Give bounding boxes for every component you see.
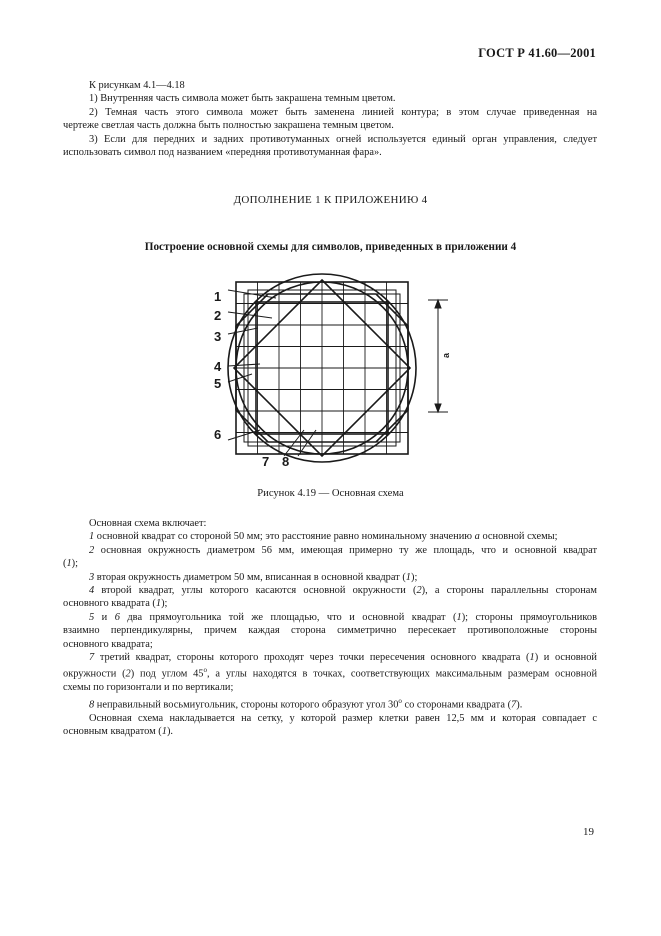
item-2-line-1: 2 основная окружность диаметром 56 мм, имеющая примерно ту же площадь, что и основной квадрат [89,544,597,556]
label-2: 2 [214,308,222,323]
item-5-6-line-1: 5 и 6 два прямоугольника той же площадью, что и основной квадрат (1); стороны прямоугольников [89,611,597,623]
label-3: 3 [214,329,222,344]
item-5-6-line-3: основного квадрата; [63,638,153,650]
note-2-line-1: 2) Темная часть этого символа может быть заменена линией контура; в этом случае приведенная на [89,106,597,118]
item-5-6-line-2: взаимно перпендикулярны, причем каждая сторона симметрично пересекает противоположные стороны [63,625,597,637]
figure-title: Построение основной схемы для символов, приведенных в приложении 4 [144,241,517,253]
basic-scheme-diagram [200,270,470,475]
body-intro: Основная схема включает: [89,518,207,529]
item-3: 3 вторая окружность диаметром 50 мм, вписанная в основной квадрат (1); [89,571,418,583]
item-4-line-2: основного квадрата (1); [63,598,168,610]
supplement-title: ДОПОЛНЕНИЕ 1 К ПРИЛОЖЕНИЮ 4 [233,194,428,206]
item-8: 8 неправильный восьмиугольник, стороны которого образуют угол $30^о$ со сторонами квадрата (7). [89,696,523,711]
item-7-line-2: окружности (2) под углом $45^о$, а углы находятся в точках, соответствующих максимальным размерам основной [63,666,598,680]
label-8: 8 [282,454,290,469]
label-5: 5 [214,376,222,391]
dimension-label-a: a [441,352,451,358]
page-number: 19 [583,826,594,838]
scheme-description [63,517,597,738]
basic-scheme-drawing [200,270,470,470]
note-3-line-1: 3) Если для передних и задних противотуманных огней используется единый орган управления, следует [89,133,597,145]
note-3-line-2: использовать символ под названием «передняя противотуманная фара». [63,147,382,159]
grid-note-line-1: Основная схема накладывается на сетку, у которой размер клетки равен 12,5 мм и которая совпадает с [89,712,597,724]
figure-notes [63,79,597,159]
note-2-line-2: чертеже светлая часть должна быть полностью закрашена темным цветом. [63,120,394,132]
grid-note-line-2: основным квадратом (1). [63,726,173,738]
label-6: 6 [214,427,222,442]
note-1: 1) Внутренняя часть символа может быть закрашена темным цветом. [89,93,396,105]
label-4: 4 [214,359,222,374]
item-7-line-3: схемы по горизонтали и по вертикали; [63,682,234,694]
item-2-line-2: (1); [63,558,79,570]
label-1: 1 [214,289,222,304]
notes-intro: К рисункам 4.1—4.18 [89,80,185,91]
label-7: 7 [262,454,270,469]
item-7-line-1: 7 третий квадрат, стороны которого проходят через точки пересечения основного квадрата (1) и основной [89,652,597,664]
item-4-line-1: 4 второй квадрат, углы которого касаются основной окружности (2), а стороны параллельны сторонам [89,585,597,597]
document-code-header: ГОСТ Р 41.60—2001 [478,46,596,60]
figure-caption: Рисунок 4.19 — Основная схема [257,488,404,499]
item-1: 1 основной квадрат со стороной 50 мм; это расстояние равно номинальному значению a основной схемы; [89,531,558,543]
